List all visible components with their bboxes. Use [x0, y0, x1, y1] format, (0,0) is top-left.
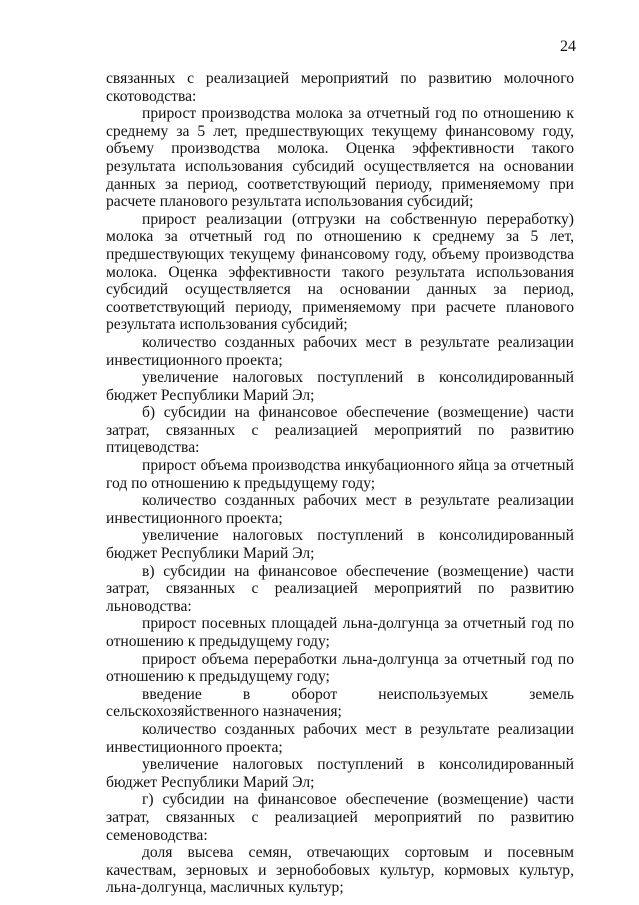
paragraph-flax-subsidy: в) субсидии на финансовое обеспечение (возмещение) части затрат, связанных с реализацией мероприятий по развитию льноводства:	[106, 562, 574, 615]
paragraph-jobs-created: количество созданных рабочих мест в результате реализации инвестиционного проекта;	[106, 492, 574, 527]
paragraph-milk-production-growth: прирост производства молока за отчетный год по отношению к среднему за 5 лет, предшествующих текущему финансовому году, объему производства молока. Оценка эффективности такого результата использования субсидий осуществляется на основании данных за период, соответствующий периоду, применяемому при расчете планового результата использования субсидий;	[106, 105, 574, 211]
paragraph-hatching-egg-growth: прирост объема производства инкубационного яйца за отчетный год по отношению к предыдущему году;	[106, 457, 574, 492]
paragraph-tax-revenue: увеличение налоговых поступлений в консолидированный бюджет Республики Марий Эл;	[106, 756, 574, 791]
paragraph-jobs-created: количество созданных рабочих мест в результате реализации инвестиционного проекта;	[106, 720, 574, 756]
paragraph-seed-share: доля высева семян, отвечающих сортовым и посевным качествам, зерновых и зернобобовых культур, кормовых культур, льна-долгунца, масличных культур;	[106, 844, 574, 897]
document-body	[106, 70, 574, 897]
paragraph-poultry-subsidy: б) субсидии на финансовое обеспечение (возмещение) части затрат, связанных с реализацией мероприятий по развитию птицеводства:	[106, 404, 574, 457]
paragraph-tax-revenue: увеличение налоговых поступлений в консолидированный бюджет Республики Марий Эл;	[106, 527, 574, 563]
paragraph-unused-land: введение в оборот неиспользуемых земель сельскохозяйственного назначения;	[106, 685, 574, 721]
paragraph-seed-subsidy: г) субсидии на финансовое обеспечение (возмещение) части затрат, связанных с реализацией мероприятий по развитию семеноводства:	[106, 791, 574, 844]
paragraph-dairy-intro: связанных с реализацией мероприятий по развитию молочного скотоводства:	[106, 70, 574, 105]
paragraph-tax-revenue: увеличение налоговых поступлений в консолидированный бюджет Республики Марий Эл;	[106, 369, 574, 404]
paragraph-milk-sales-growth: прирост реализации (отгрузки на собственную переработку) молока за отчетный год по отношению к среднему за 5 лет, предшествующих текущему финансовому году, объему производства молока. Оценка эффективности такого результата использования субсидий осуществляется на основании данных за период, соответствующий периоду, применяемому при расчете планового результата использования субсидий;	[106, 210, 574, 334]
paragraph-flax-processing-growth: прирост объема переработки льна-долгунца за отчетный год по отношению к предыдущему году;	[106, 650, 574, 686]
paragraph-jobs-created: количество созданных рабочих мест в результате реализации инвестиционного проекта;	[106, 333, 574, 369]
paragraph-flax-area-growth: прирост посевных площадей льна-долгунца за отчетный год по отношению к предыдущему году;	[106, 615, 574, 650]
page-number: 24	[560, 38, 576, 55]
